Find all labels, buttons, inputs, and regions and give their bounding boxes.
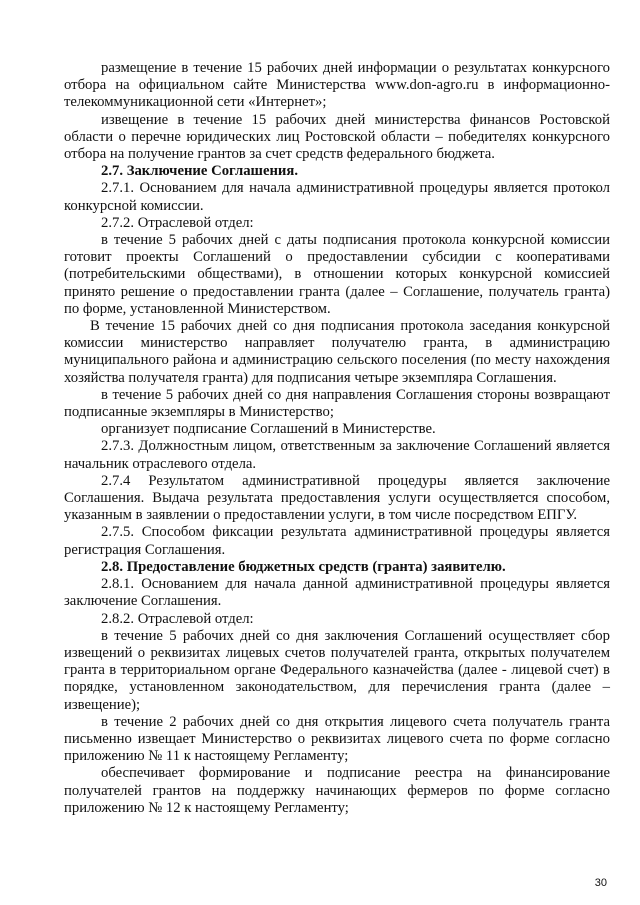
paragraph: 2.8.1. Основанием для начала данной административной процедуры является заключение Соглашения. bbox=[64, 576, 610, 610]
paragraph: размещение в течение 15 рабочих дней информации о результатах конкурсного отбора на официальном сайте Министерства www.don-agro.ru в информационно-телекоммуникационной сети «Интернет»; bbox=[64, 60, 610, 111]
document-body bbox=[64, 60, 610, 817]
paragraph: 2.7.2. Отраслевой отдел: bbox=[101, 214, 254, 231]
section-heading: 2.7. Заключение Соглашения. bbox=[101, 163, 299, 180]
paragraph: В течение 15 рабочих дней со дня подписания протокола заседания конкурсной комиссии министерство направляет получателю гранта, в администрацию муниципального района и администрацию сельского поселения (по месту нахождения хозяйства получателя гранта) для подписания четыре экземпляра Соглашения. bbox=[64, 318, 610, 386]
paragraph: 2.7.4 Результатом административной процедуры является заключение Соглашения. Выдача результата предоставления услуги осуществляется способом, указанным в заявлении о предоставлении услуги, в том числе посредством ЕПГУ. bbox=[64, 472, 610, 524]
paragraph: организует подписание Соглашений в Министерстве. bbox=[101, 421, 436, 438]
paragraph: в течение 5 рабочих дней со дня направления Соглашения стороны возвращают подписанные экземпляры в Министерство; bbox=[64, 386, 610, 421]
paragraph: 2.7.3. Должностным лицом, ответственным за заключение Соглашений является начальник отраслевого отдела. bbox=[64, 438, 610, 472]
paragraph: 2.7.1. Основанием для начала административной процедуры является протокол конкурсной комиссии. bbox=[64, 180, 610, 214]
paragraph: 2.7.5. Способом фиксации результата административной процедуры является регистрация Соглашения. bbox=[64, 524, 610, 558]
paragraph: в течение 2 рабочих дней со дня открытия лицевого счета получатель гранта письменно извещает Министерство о реквизитах лицевого счета по форме согласно приложению № 11 к настоящему Регламенту; bbox=[64, 713, 610, 765]
paragraph: обеспечивает формирование и подписание реестра на финансирование получателей грантов на поддержку начинающих фермеров по форме согласно приложению № 12 к настоящему Регламенту; bbox=[64, 765, 610, 816]
page-number: 30 bbox=[594, 877, 607, 889]
paragraph: в течение 5 рабочих дней с даты подписания протокола конкурсной комиссии готовит проекты Соглашений о предоставлении субсидии с кооперативами (потребительскими обществами), в отношении которых конкурсной комиссией принято решение о предоставлении гранта (далее – Соглашение, получатель гранта) по форме, установленной Министерством. bbox=[64, 232, 610, 317]
section-heading: 2.8. Предоставление бюджетных средств (гранта) заявителю. bbox=[101, 558, 506, 575]
paragraph: в течение 5 рабочих дней со дня заключения Соглашений осуществляет сбор извещений о реквизитах лицевых счетов получателей гранта, открытых получателем гранта в территориальном органе Федерального казначейства (далее - лицевой счет) в порядке, установленном законодательством, для перечисления гранта (далее – извещение); bbox=[64, 627, 610, 713]
paragraph: 2.8.2. Отраслевой отдел: bbox=[101, 610, 254, 627]
paragraph: извещение в течение 15 рабочих дней министерства финансов Ростовской области о перечне юридических лиц Ростовской области – победителях конкурсного отбора на получение грантов за счет средств федерального бюджета. bbox=[64, 111, 610, 163]
